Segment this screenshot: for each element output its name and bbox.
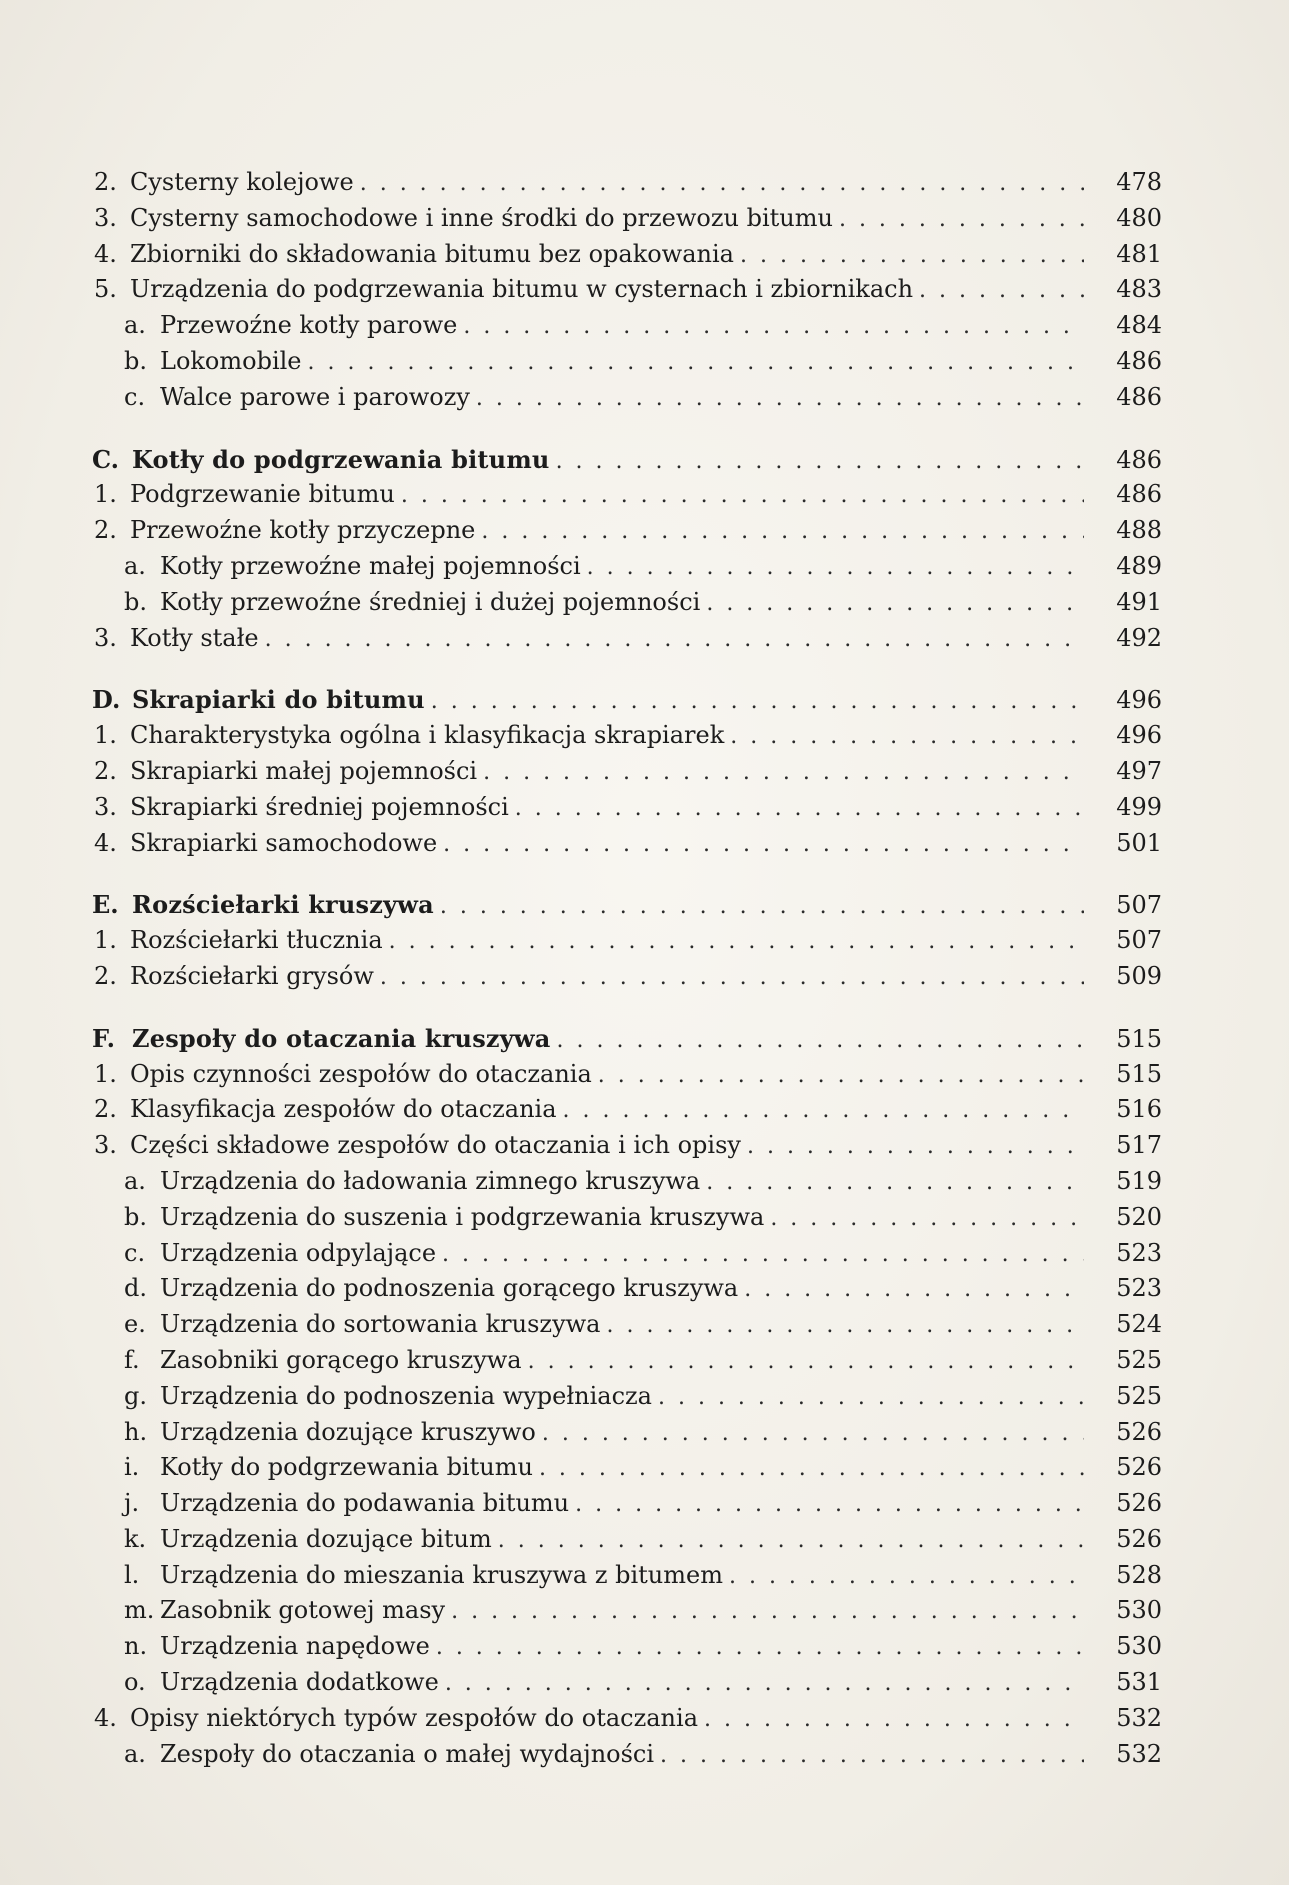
entry-page-number: 524 xyxy=(1116,1310,1162,1339)
entry-number: 1. xyxy=(94,480,117,509)
dot-leader xyxy=(528,1344,1084,1380)
dot-leader xyxy=(575,1487,1084,1523)
dot-leader xyxy=(542,1416,1084,1452)
entry-title: Skrapiarki małej pojemności xyxy=(130,756,478,785)
entry-number: 1. xyxy=(94,1059,117,1088)
dot-leader xyxy=(451,1594,1084,1630)
dot-leader xyxy=(660,1738,1084,1774)
dot-leader xyxy=(556,444,1084,480)
entry-title: Urządzenia do ładowania zimnego kruszywa xyxy=(160,1166,701,1195)
toc-entry xyxy=(92,754,1162,790)
entry-number: 5. xyxy=(94,275,117,304)
entry-number: 3. xyxy=(94,1131,117,1160)
dot-leader xyxy=(483,755,1084,791)
entry-title: Urządzenia do podgrzewania bitumu w cysternach i zbiornikach xyxy=(130,275,914,304)
entry-number: n. xyxy=(124,1632,148,1661)
toc-entry xyxy=(92,923,1162,959)
entry-page-number: 480 xyxy=(1116,203,1162,232)
toc-entry xyxy=(92,718,1162,754)
dot-leader xyxy=(744,1272,1084,1308)
dot-leader xyxy=(463,309,1084,345)
toc-section xyxy=(92,442,1162,657)
entry-title: Zasobniki gorącego kruszywa xyxy=(160,1345,522,1374)
entry-title: Przewoźne kotły parowe xyxy=(160,311,458,340)
entry-page-number: 532 xyxy=(1116,1739,1162,1768)
entry-page-number: 478 xyxy=(1116,168,1162,196)
entry-page-number: 520 xyxy=(1116,1202,1162,1231)
entry-title: Części składowe zespołów do otaczania i ich opisy xyxy=(130,1131,741,1160)
entry-page-number: 501 xyxy=(1116,828,1162,857)
entry-page-number: 519 xyxy=(1116,1166,1162,1195)
entry-page-number: 496 xyxy=(1116,686,1162,715)
dot-leader xyxy=(557,1023,1085,1059)
toc-entry xyxy=(92,1236,1162,1272)
entry-page-number: 489 xyxy=(1116,551,1162,580)
entry-page-number: 526 xyxy=(1116,1453,1162,1482)
toc-entry xyxy=(92,1415,1162,1451)
entry-page-number: 526 xyxy=(1116,1489,1162,1518)
entry-title: Urządzenia dozujące kruszywo xyxy=(160,1417,536,1446)
dot-leader xyxy=(839,202,1084,238)
entry-number: 2. xyxy=(94,516,117,545)
entry-number: a. xyxy=(124,1166,146,1195)
toc-entry xyxy=(92,1128,1162,1164)
dot-leader xyxy=(436,1630,1084,1666)
entry-page-number: 525 xyxy=(1116,1345,1162,1374)
entry-title: Kotły przewoźne średniej i dużej pojemności xyxy=(160,587,701,616)
dot-leader xyxy=(747,1129,1084,1165)
toc-entry xyxy=(92,1665,1162,1701)
dot-leader xyxy=(360,166,1084,202)
entry-title: Lokomobile xyxy=(160,346,302,375)
entry-number: 3. xyxy=(94,623,117,652)
entry-page-number: 526 xyxy=(1116,1417,1162,1446)
entry-page-number: 523 xyxy=(1116,1238,1162,1267)
toc-entry xyxy=(92,1343,1162,1379)
entry-page-number: 530 xyxy=(1116,1632,1162,1661)
entry-page-number: 523 xyxy=(1116,1274,1162,1303)
toc-entry xyxy=(92,1092,1162,1128)
entry-number: l. xyxy=(124,1560,140,1589)
toc-entry xyxy=(92,380,1162,416)
entry-title: Podgrzewanie bitumu xyxy=(130,480,395,509)
entry-title: Urządzenia dodatkowe xyxy=(160,1668,439,1697)
dot-leader xyxy=(598,1058,1084,1094)
toc-entry xyxy=(92,272,1162,308)
table-of-contents xyxy=(92,165,1162,1798)
dot-leader xyxy=(498,1523,1084,1559)
entry-number: j. xyxy=(124,1489,140,1518)
entry-title: Urządzenia do sortowania kruszywa xyxy=(160,1310,601,1339)
entry-page-number: 517 xyxy=(1116,1131,1162,1160)
entry-title: Skrapiarki samochodowe xyxy=(130,828,438,857)
entry-number: D. xyxy=(92,685,121,715)
entry-number: d. xyxy=(124,1274,147,1303)
entry-title: Urządzenia dozujące bitum xyxy=(160,1524,492,1553)
entry-title: Urządzenia odpylające xyxy=(160,1238,437,1267)
entry-page-number: 516 xyxy=(1116,1095,1162,1124)
entry-number: 2. xyxy=(94,168,117,196)
entry-number: 4. xyxy=(94,828,117,857)
entry-page-number: 499 xyxy=(1116,792,1162,821)
toc-entry xyxy=(92,1379,1162,1415)
toc-entry xyxy=(92,308,1162,344)
entry-number: 2. xyxy=(94,756,117,785)
entry-number: E. xyxy=(92,890,119,920)
entry-page-number: 515 xyxy=(1116,1024,1162,1053)
entry-page-number: 515 xyxy=(1116,1059,1162,1088)
dot-leader xyxy=(389,924,1084,960)
entry-number: b. xyxy=(124,1202,147,1231)
entry-page-number: 491 xyxy=(1116,587,1162,616)
dot-leader xyxy=(563,1093,1084,1129)
entry-number: h. xyxy=(124,1417,148,1446)
toc-entry xyxy=(92,344,1162,380)
toc-chapter-heading xyxy=(92,442,1162,478)
toc-entry xyxy=(92,1737,1162,1773)
toc-entry xyxy=(92,1450,1162,1486)
entry-page-number: 530 xyxy=(1116,1596,1162,1625)
entry-title: Urządzenia do suszenia i podgrzewania kruszywa xyxy=(160,1202,765,1231)
toc-chapter-heading xyxy=(92,887,1162,923)
toc-chapter-heading xyxy=(92,1021,1162,1057)
entry-title: Kotły do podgrzewania bitumu xyxy=(132,444,550,474)
entry-title: Cysterny samochodowe i inne środki do przewozu bitumu xyxy=(130,203,833,232)
toc-entry xyxy=(92,959,1162,995)
dot-leader xyxy=(658,1380,1084,1416)
entry-number: 1. xyxy=(94,926,117,955)
entry-title: Skrapiarki średniej pojemności xyxy=(130,792,509,821)
toc-entry xyxy=(92,1522,1162,1558)
toc-entry xyxy=(92,1486,1162,1522)
entry-number: m. xyxy=(124,1596,155,1625)
toc-entry xyxy=(92,585,1162,621)
entry-title: Zasobnik gotowej masy xyxy=(160,1596,446,1625)
entry-title: Kotły przewoźne małej pojemności xyxy=(160,551,581,580)
toc-entry xyxy=(92,621,1162,657)
dot-leader xyxy=(445,1666,1084,1702)
entry-number: b. xyxy=(124,346,147,375)
toc-entry xyxy=(92,1164,1162,1200)
entry-number: i. xyxy=(124,1453,140,1482)
entry-number: 2. xyxy=(94,961,117,990)
entry-title: Zbiorniki do składowania bitumu bez opakowania xyxy=(130,239,734,268)
entry-title: Walce parowe i parowozy xyxy=(160,382,470,411)
entry-title: Opisy niektórych typów zespołów do otaczania xyxy=(130,1703,698,1732)
toc-entry xyxy=(92,1593,1162,1629)
entry-title: Cysterny kolejowe xyxy=(130,168,354,196)
dot-leader xyxy=(265,622,1084,658)
entry-number: 4. xyxy=(94,1703,117,1732)
toc-entry xyxy=(92,1558,1162,1594)
dot-leader xyxy=(401,478,1084,514)
entry-page-number: 526 xyxy=(1116,1524,1162,1553)
dot-leader xyxy=(729,1559,1084,1595)
toc-section xyxy=(92,1021,1162,1773)
entry-number: g. xyxy=(124,1381,147,1410)
entry-page-number: 497 xyxy=(1116,756,1162,785)
toc-entry xyxy=(92,549,1162,585)
dot-leader xyxy=(740,238,1084,274)
entry-number: a. xyxy=(124,311,146,340)
entry-number: 2. xyxy=(94,1095,117,1124)
dot-leader xyxy=(539,1451,1084,1487)
entry-title: Urządzenia do podnoszenia gorącego kruszywa xyxy=(160,1274,739,1303)
toc-entry xyxy=(92,513,1162,549)
toc-entry xyxy=(92,1629,1162,1665)
entry-number: C. xyxy=(92,444,120,474)
entry-title: Opis czynności zespołów do otaczania xyxy=(130,1059,592,1088)
toc-chapter-heading xyxy=(92,682,1162,718)
toc-entry xyxy=(92,201,1162,237)
entry-title: Urządzenia napędowe xyxy=(160,1632,430,1661)
entry-title: Charakterystyka ogólna i klasyfikacja skrapiarek xyxy=(130,721,725,750)
entry-number: F. xyxy=(92,1023,115,1053)
dot-leader xyxy=(442,1237,1084,1273)
entry-title: Przewoźne kotły przyczepne xyxy=(130,516,476,545)
dot-leader xyxy=(440,889,1084,925)
toc-entry xyxy=(92,477,1162,513)
entry-title: Zespoły do otaczania kruszywa xyxy=(132,1023,551,1053)
dot-leader xyxy=(706,1165,1084,1201)
dot-leader xyxy=(704,1702,1084,1738)
entry-page-number: 486 xyxy=(1116,445,1162,474)
entry-number: o. xyxy=(124,1668,146,1697)
dot-leader xyxy=(380,960,1084,996)
dot-leader xyxy=(770,1201,1084,1237)
entry-page-number: 492 xyxy=(1116,623,1162,652)
entry-number: a. xyxy=(124,551,146,580)
toc-entry xyxy=(92,237,1162,273)
dot-leader xyxy=(431,684,1084,720)
entry-page-number: 507 xyxy=(1116,926,1162,955)
toc-section xyxy=(92,682,1162,861)
entry-page-number: 528 xyxy=(1116,1560,1162,1589)
entry-page-number: 484 xyxy=(1116,311,1162,340)
toc-entry xyxy=(92,1057,1162,1093)
entry-page-number: 531 xyxy=(1116,1668,1162,1697)
entry-number: 3. xyxy=(94,203,117,232)
toc-entry xyxy=(92,1271,1162,1307)
toc-entry xyxy=(92,826,1162,862)
entry-number: k. xyxy=(124,1524,147,1553)
entry-number: c. xyxy=(124,1238,146,1267)
entry-title: Urządzenia do mieszania kruszywa z bitumem xyxy=(160,1560,723,1589)
toc-section xyxy=(92,165,1162,416)
entry-title: Kotły do podgrzewania bitumu xyxy=(160,1453,533,1482)
entry-title: Rozściełarki kruszywa xyxy=(132,890,434,920)
entry-page-number: 486 xyxy=(1116,346,1162,375)
entry-number: e. xyxy=(124,1310,146,1339)
entry-page-number: 496 xyxy=(1116,721,1162,750)
entry-title: Skrapiarki do bitumu xyxy=(132,685,425,715)
entry-page-number: 525 xyxy=(1116,1381,1162,1410)
toc-entry xyxy=(92,1701,1162,1737)
entry-page-number: 481 xyxy=(1116,239,1162,268)
entry-number: 1. xyxy=(94,721,117,750)
entry-page-number: 486 xyxy=(1116,382,1162,411)
toc-entry xyxy=(92,1200,1162,1236)
toc-section xyxy=(92,887,1162,994)
dot-leader xyxy=(730,719,1084,755)
dot-leader xyxy=(919,273,1084,309)
entry-page-number: 488 xyxy=(1116,516,1162,545)
entry-number: 4. xyxy=(94,239,117,268)
entry-number: b. xyxy=(124,587,147,616)
dot-leader xyxy=(587,550,1084,586)
dot-leader xyxy=(443,827,1084,863)
entry-page-number: 532 xyxy=(1116,1703,1162,1732)
entry-number: c. xyxy=(124,382,146,411)
toc-entry xyxy=(92,165,1162,201)
dot-leader xyxy=(606,1308,1084,1344)
toc-entry xyxy=(92,790,1162,826)
entry-title: Rozściełarki grysów xyxy=(130,961,374,990)
entry-number: 3. xyxy=(94,792,117,821)
dot-leader xyxy=(706,586,1084,622)
entry-number: a. xyxy=(124,1739,146,1768)
entry-page-number: 486 xyxy=(1116,480,1162,509)
entry-title: Urządzenia do podawania bitumu xyxy=(160,1489,570,1518)
entry-page-number: 483 xyxy=(1116,275,1162,304)
dot-leader xyxy=(481,514,1084,550)
dot-leader xyxy=(515,791,1084,827)
entry-page-number: 507 xyxy=(1116,891,1162,920)
entry-page-number: 509 xyxy=(1116,961,1162,990)
entry-title: Kotły stałe xyxy=(130,623,259,652)
entry-number: f. xyxy=(124,1345,140,1374)
dot-leader xyxy=(308,345,1084,381)
toc-entry xyxy=(92,1307,1162,1343)
entry-title: Klasyfikacja zespołów do otaczania xyxy=(130,1095,557,1124)
dot-leader xyxy=(476,381,1084,417)
entry-title: Urządzenia do podnoszenia wypełniacza xyxy=(160,1381,652,1410)
entry-title: Rozściełarki tłucznia xyxy=(130,926,383,955)
entry-title: Zespoły do otaczania o małej wydajności xyxy=(160,1739,655,1768)
